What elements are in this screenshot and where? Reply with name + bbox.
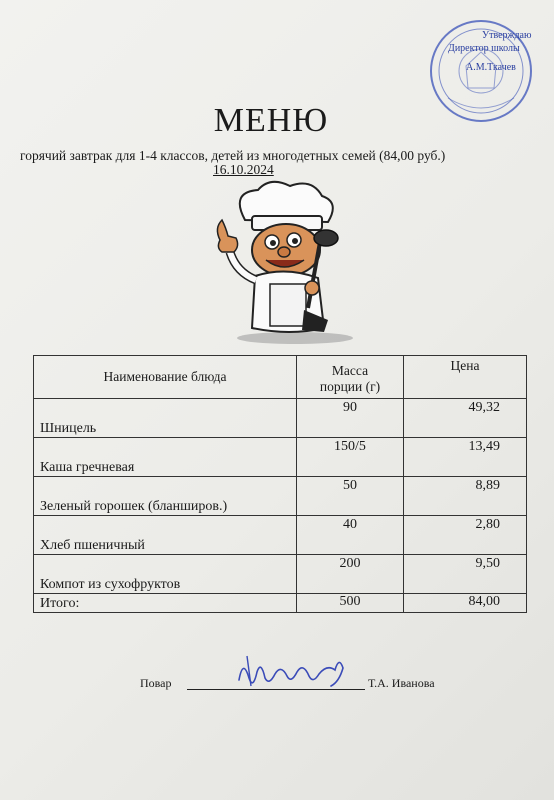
menu-subtitle: горячий завтрак для 1-4 классов, детей из многодетных семей (84,00 руб.) [20, 148, 446, 163]
header-mass-line2: порции (г) [319, 379, 381, 394]
dish-mass: 150/5 [297, 438, 404, 477]
cook-name: Т.А. Иванова [368, 676, 435, 690]
dish-name: Хлеб пшеничный [34, 516, 297, 555]
dish-price: 2,80 [404, 516, 527, 555]
table-row [34, 555, 527, 594]
table-total-row [34, 594, 527, 613]
dish-mass: 90 [297, 399, 404, 438]
header-price: Цена [404, 356, 527, 399]
table-row [34, 477, 527, 516]
stamp-position-text: Директор школы [448, 43, 520, 54]
handwritten-signature-icon [235, 650, 355, 694]
header-portion-mass [297, 356, 404, 399]
stamp-director-name: А.М.Ткачев [466, 62, 516, 73]
menu-table [33, 355, 527, 613]
dish-name: Зеленый горошек (бланширов.) [34, 477, 297, 516]
dish-price: 13,49 [404, 438, 527, 477]
dish-mass: 40 [297, 516, 404, 555]
table-row [34, 399, 527, 438]
dish-price: 8,89 [404, 477, 527, 516]
chef-illustration-icon [200, 180, 360, 345]
dish-mass: 200 [297, 555, 404, 594]
menu-date: 16.10.2024 [213, 162, 274, 177]
table-header-row [34, 356, 527, 399]
header-dish-name: Наименование блюда [34, 356, 297, 399]
total-label: Итого: [34, 594, 297, 613]
total-price: 84,00 [404, 594, 527, 613]
dish-name: Компот из сухофруктов [34, 555, 297, 594]
page-title: МЕНЮ [213, 102, 329, 139]
stamp-approval-text: Утверждаю [482, 30, 532, 41]
table-row [34, 438, 527, 477]
dish-price: 9,50 [404, 555, 527, 594]
cook-role-label: Повар [140, 676, 172, 690]
dish-name: Каша гречневая [34, 438, 297, 477]
table-row [34, 516, 527, 555]
dish-mass: 50 [297, 477, 404, 516]
dish-price: 49,32 [404, 399, 527, 438]
dish-name: Шницель [34, 399, 297, 438]
header-mass-line1: Масса [331, 363, 369, 378]
total-mass: 500 [297, 594, 404, 613]
